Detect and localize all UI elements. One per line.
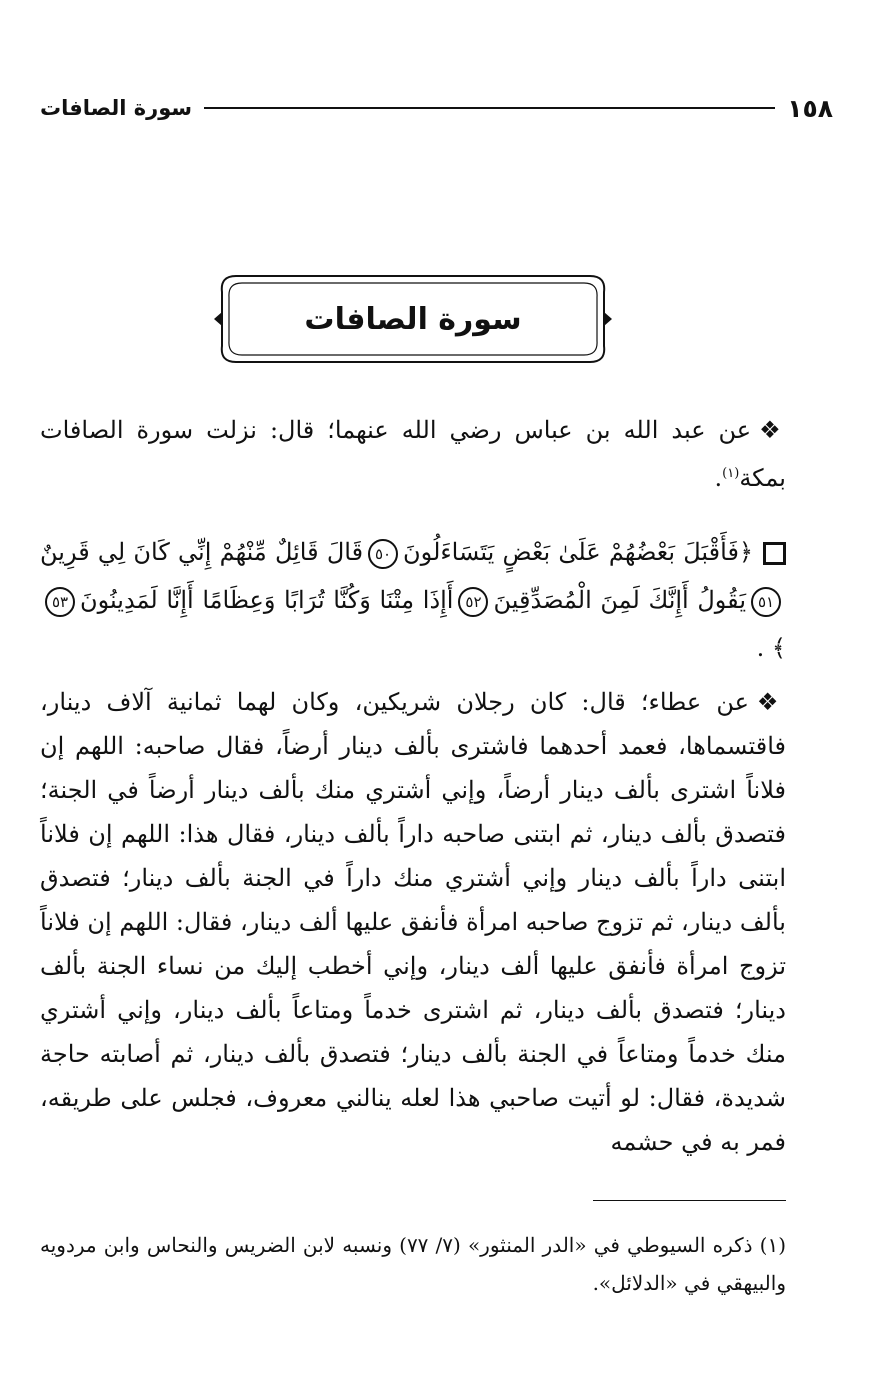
paragraph-text: عن عطاء؛ قال: كان رجلان شريكين، وكان لهما ثمانية آلاف دينار، فاقتسماها، فعمد أحدهما فاشترى بألف دينار أرضاً، فقال صاحبه: اللهم إن فلاناً اشترى بألف دينار أرضاً، وإني أشتري منك بألف دينار أرضاً في الجنة؛ فتصدق بألف دينار، ثم ابتنى صاحبه داراً بألف دينار، فقال هذا: اللهم إن فلاناً ابتنى داراً بألف دينار وإني أشتري منك داراً في الجنة بألف دينار؛ فتصدق بألف دينار، ثم تزوج صاحبه امرأة فأنفق عليها ألف دينار، فقال: اللهم إن فلاناً تزوج امرأة فأنفق عليها ألف دينار، وإني أخطب إليك من نساء الجنة بألف دينار؛ فتصدق بألف دينار، ثم اشترى خدماً ومتاعاً بألف دينار، وإني أشتري منك خدماً ومتاعاً في الجنة بألف دينار؛ فتصدق بألف دينار، ثم أصابته حاجة شديدة، فقال: لو أتيت صاحبي هذا لعله ينالني معروف، فجلس على طريقه، فمر به في حشمه xyxy=(40,688,786,1156)
verse-text: قَالَ قَائِلٌ مِّنْهُمْ إِنِّي كَانَ لِي قَرِينٌ xyxy=(40,538,364,566)
page-number: ١٥٨ xyxy=(787,93,833,123)
verse-text: أَإِذَا مِتْنَا وَكُنَّا تُرَابًا وَعِظَامًا أَإِنَّا لَمَدِينُونَ xyxy=(80,586,454,614)
diamond-bullet-icon: ❖ xyxy=(759,416,786,444)
surah-title-frame xyxy=(214,268,612,370)
paragraph-text: عن عبد الله بن عباس رضي الله عنهما؛ قال: نزلت سورة الصافات بمكة xyxy=(40,416,786,492)
page-header xyxy=(40,88,833,128)
surah-title: سورة الصافات xyxy=(304,301,522,337)
footnote-1: (١) ذكره السيوطي في «الدر المنثور» (٧/ ٧٧) ونسبه لابن الضريس والنحاس وابن مردويه والبيهقي في «الدلائل». xyxy=(40,1233,787,1295)
hadith-paragraph-1: ❖عن عبد الله بن عباس رضي الله عنهما؛ قال: نزلت سورة الصافات بمكة$^{(١)}$. xyxy=(40,416,786,492)
ayah-number: ٥٣ xyxy=(45,587,75,617)
quran-verses: ﴿فَأَقْبَلَ بَعْضُهُمْ عَلَىٰ بَعْضٍ يَتَسَاءَلُونَ٥٠قَالَ قَائِلٌ مِّنْهُمْ إِنِّي كَانَ لِي قَرِينٌ٥١يَقُولُ أَإِنَّكَ لَمِنَ الْمُصَدِّقِينَ٥٢أَإِذَا مِتْنَا وَكُنَّا تُرَابًا وَعِظَامًا أَإِنَّا لَمَدِينُونَ٥٣﴾ . xyxy=(40,538,786,662)
ayah-number: ٥٢ xyxy=(458,587,488,617)
footnote-separator xyxy=(593,1200,786,1201)
running-title: سورة الصافات xyxy=(40,96,193,120)
ayah-number: ٥٠ xyxy=(368,539,398,569)
square-box-icon xyxy=(763,542,786,565)
footnotes xyxy=(40,1226,786,1302)
verse-text: فَأَقْبَلَ بَعْضُهُمْ عَلَىٰ بَعْضٍ يَتَسَاءَلُونَ xyxy=(403,538,739,566)
header-rule xyxy=(204,107,775,109)
verse-text: يَقُولُ أَإِنَّكَ لَمِنَ الْمُصَدِّقِينَ xyxy=(493,586,747,614)
hadith-paragraph-2 xyxy=(40,680,786,1164)
diamond-bullet-icon: ❖ xyxy=(756,688,786,716)
footnote-ref: (١) xyxy=(722,466,740,481)
ayah-number: ٥١ xyxy=(751,587,781,617)
